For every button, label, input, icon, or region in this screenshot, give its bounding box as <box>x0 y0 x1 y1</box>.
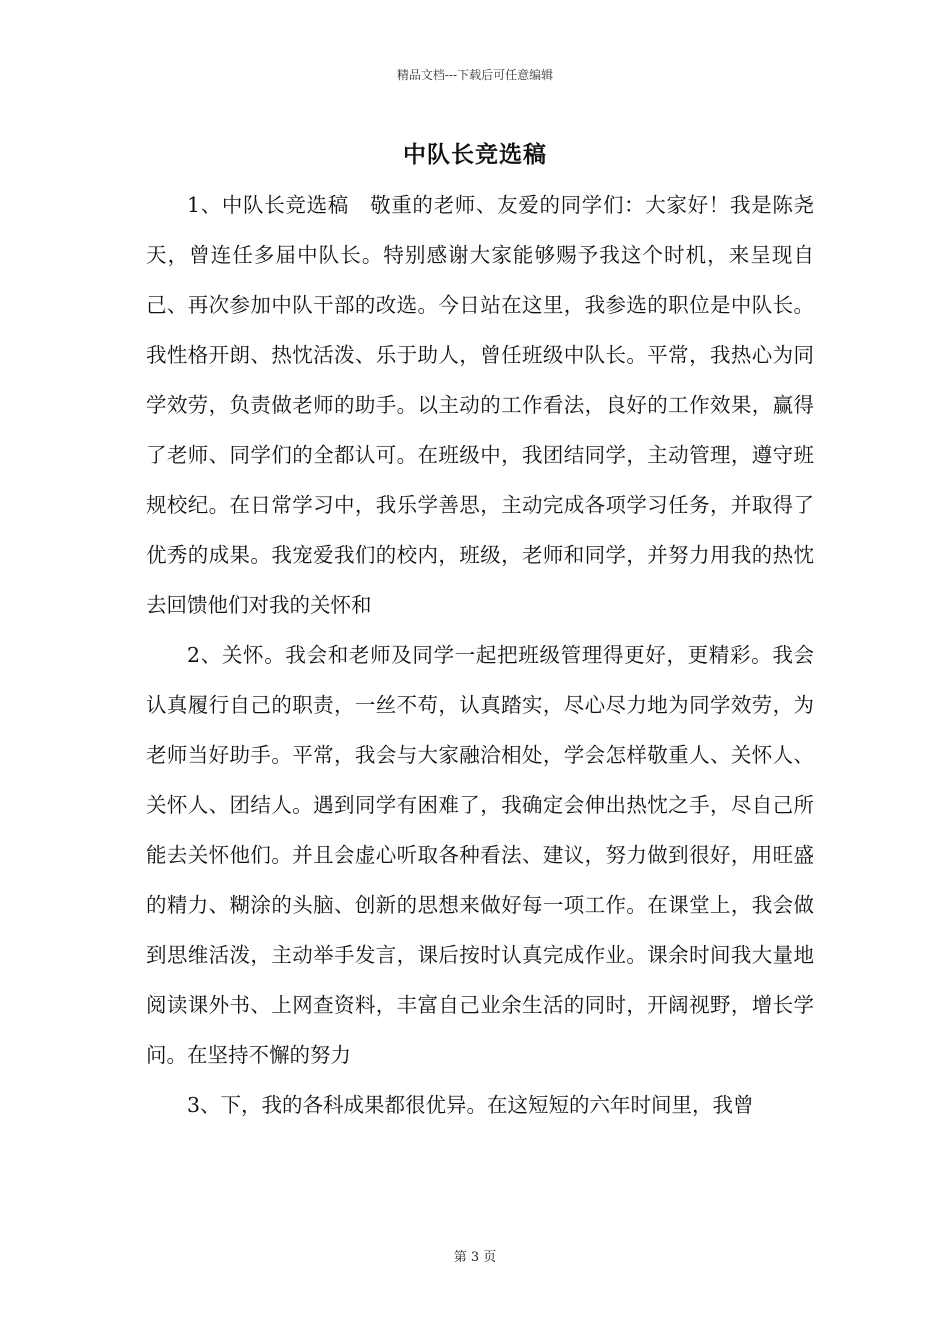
paragraph-3: 3、下，我的各科成果都很优异。在这短短的六年时间里，我曾 <box>187 1093 754 1117</box>
page-number: 第 3 页 <box>453 1250 497 1265</box>
document-body <box>146 180 814 1130</box>
paragraph-1: 1、中队长竞选稿 敬重的老师、友爱的同学们：大家好！我是陈尧天，曾连任多届中队长。特别感谢大家能够赐予我这个时机，来呈现自己、再次参加中队干部的改选。今日站在这里，我参选的职位是中队长。我性格开朗、热忱活泼、乐于助人，曾任班级中队长。平常，我热心为同学效劳，负责做老师的助手。以主动的工作看法，良好的工作效果，赢得了老师、同学们的全都认可。在班级中，我团结同学，主动管理，遵守班规校纪。在日常学习中，我乐学善思，主动完成各项学习任务，并取得了优秀的成果。我宠爱我们的校内，班级，老师和同学，并努力用我的热忱去回馈他们对我的关怀和 <box>146 193 814 617</box>
header-note: 精品文档---下载后可任意编辑 <box>396 68 554 82</box>
paragraph-2: 2、关怀。我会和老师及同学一起把班级管理得更好，更精彩。我会认真履行自己的职责，一丝不苟，认真踏实，尽心尽力地为同学效劳，为老师当好助手。平常，我会与大家融洽相处，学会怎样敬重人、关怀人、关怀人、团结人。遇到同学有困难了，我确定会伸出热忱之手，尽自己所能去关怀他们。并且会虚心听取各种看法、建议，努力做到很好，用旺盛的精力、糊涂的头脑、创新的思想来做好每一项工作。在课堂上，我会做到思维活泼，主动举手发言，课后按时认真完成作业。课余时间我大量地阅读课外书、上网查资料，丰富自己业余生活的同时，开阔视野，增长学问。在坚持不懈的努力 <box>146 643 814 1067</box>
document-title: 中队长竞选稿 <box>403 141 547 168</box>
